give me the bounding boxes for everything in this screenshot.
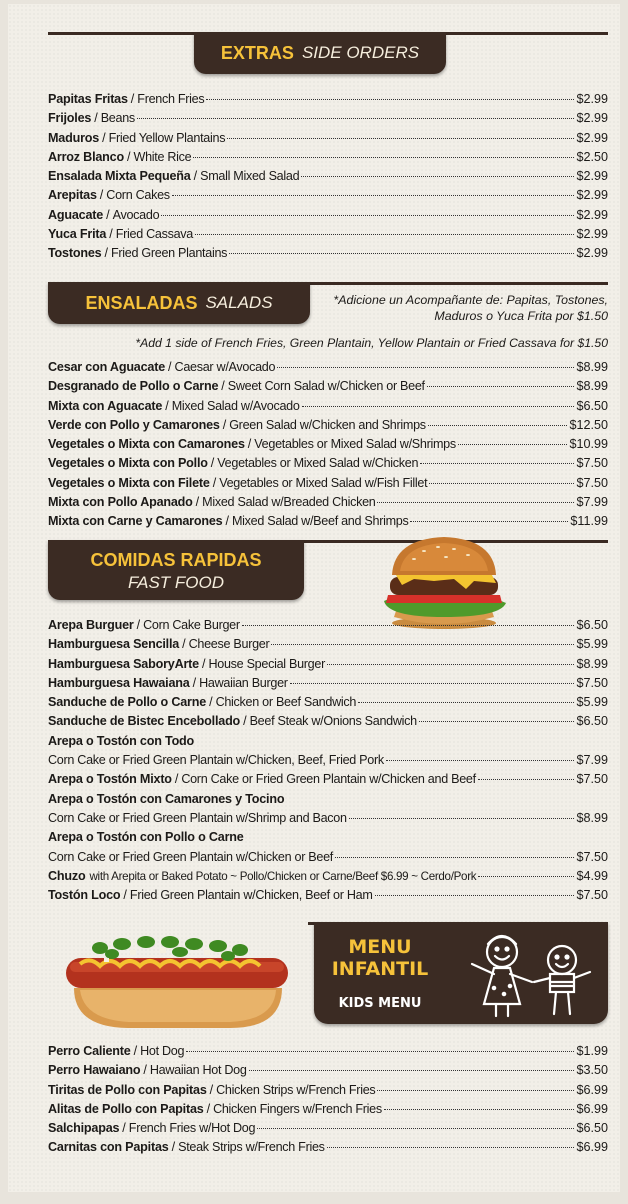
fastfood-banner — [48, 540, 304, 600]
menu-item-name: Arepa o Tostón con Pollo o Carne — [48, 830, 244, 845]
dot-leader — [386, 760, 575, 761]
menu-item-name: Frijoles — [48, 111, 92, 126]
separator: / — [209, 1082, 214, 1097]
menu-item-description: Mixed Salad w/Breaded Chicken — [202, 495, 376, 510]
menu-item-name: Tiritas de Pollo con Papitas — [48, 1082, 207, 1097]
menu-item-description: Fried Green Plantain w/Chicken, Beef or Ham — [129, 888, 373, 903]
dot-leader — [419, 721, 575, 722]
separator: / — [168, 360, 172, 374]
menu-item-row — [48, 1140, 608, 1159]
menu-item-description: Corn Cake or Fried Green Plantain w/Chicken or Beef — [48, 849, 333, 864]
menu-item-row — [48, 888, 608, 907]
separator: / — [126, 149, 131, 164]
dot-leader — [384, 1109, 575, 1110]
dot-leader — [161, 215, 574, 216]
menu-item-price: $7.50 — [576, 849, 608, 864]
menu-item-price: $2.99 — [576, 111, 608, 126]
extras-title: EXTRAS — [220, 42, 294, 63]
kids-drawing-icon — [464, 926, 598, 1020]
salads-note-es: *Adicione un Acompañante de: Papitas, Tostones, Maduros o Yuca Frita por $1.50 — [333, 293, 608, 323]
menu-item-name: Tostón Loco — [48, 888, 121, 903]
menu-item-name: Mixta con Pollo Apanado — [48, 495, 193, 510]
menu-item-description: Corn Cake or Fried Green Plantain w/Chicken and Beef — [181, 772, 476, 787]
dot-leader — [335, 857, 574, 858]
menu-item-price: $1.99 — [576, 1044, 608, 1058]
separator: / — [174, 772, 179, 787]
dot-leader — [358, 702, 574, 703]
menu-item-price: $7.50 — [576, 675, 608, 690]
fastfood-list — [48, 618, 608, 907]
menu-item-price: $4.99 — [576, 868, 608, 883]
dot-leader — [137, 118, 575, 119]
dot-leader — [377, 502, 574, 503]
menu-item-price: $7.50 — [576, 888, 608, 903]
kids-list — [48, 1044, 608, 1160]
menu-item-price: $6.50 — [576, 618, 608, 632]
menu-item-row — [48, 150, 608, 169]
menu-item-description: Corn Cake or Fried Green Plantain w/Shrimp and Bacon — [48, 810, 347, 825]
extras-banner — [194, 32, 446, 74]
separator: / — [193, 169, 198, 184]
menu-item-price: $6.50 — [576, 1121, 608, 1136]
menu-page — [8, 4, 620, 1192]
separator: / — [136, 618, 141, 632]
dot-leader — [349, 818, 575, 819]
menu-item-row — [48, 792, 608, 811]
dot-leader — [458, 444, 568, 445]
dot-leader — [478, 876, 574, 877]
menu-item-row — [48, 495, 608, 514]
dot-leader — [429, 483, 574, 484]
menu-item-price: $7.50 — [576, 475, 608, 490]
separator: / — [99, 188, 104, 203]
dot-leader — [377, 1090, 574, 1091]
menu-item-row — [48, 830, 608, 849]
menu-item-row — [48, 1121, 608, 1140]
menu-item-price: $2.99 — [576, 207, 608, 222]
menu-item-price: $6.99 — [576, 1082, 608, 1097]
dot-leader — [375, 895, 575, 896]
dot-leader — [327, 1147, 575, 1148]
separator: / — [222, 417, 227, 432]
menu-item-price: $2.99 — [576, 92, 608, 106]
menu-item-row — [48, 360, 608, 379]
menu-item-description: Chicken Strips w/French Fries — [216, 1082, 376, 1097]
extras-subtitle: SIDE ORDERS — [301, 43, 420, 62]
separator: / — [130, 92, 135, 106]
menu-item-price: $2.50 — [576, 149, 608, 164]
kids-title: MENU INFANTIL — [331, 936, 429, 980]
menu-item-row — [48, 514, 608, 533]
dot-leader — [249, 1070, 575, 1071]
menu-item-name: Carnitas con Papitas — [48, 1140, 169, 1155]
menu-item-description: Beef Steak w/Onions Sandwich — [249, 714, 417, 729]
menu-item-price: $2.99 — [576, 227, 608, 242]
dot-leader — [290, 683, 575, 684]
menu-item-price: $7.50 — [576, 772, 608, 787]
menu-item-description: House Special Burger — [208, 656, 325, 671]
menu-item-row — [48, 772, 608, 791]
separator: / — [221, 379, 225, 394]
dot-leader — [172, 195, 575, 196]
menu-item-description: Mixed Salad w/Beef and Shrimps — [231, 514, 409, 529]
menu-item-description: Hawaiian Burger — [199, 675, 288, 690]
extras-list — [48, 92, 608, 266]
dot-leader — [420, 463, 574, 464]
separator: / — [165, 398, 169, 413]
menu-item-name: Tostones — [48, 246, 102, 261]
menu-item-description: Caesar w/Avocado — [174, 360, 276, 374]
menu-item-row — [48, 676, 608, 695]
separator: / — [212, 475, 217, 490]
menu-item-description: Corn Cakes — [106, 188, 170, 203]
menu-item-name: Arepa o Tostón con Todo — [48, 733, 195, 748]
menu-item-price: $8.99 — [576, 379, 608, 394]
salads-list — [48, 360, 608, 534]
separator: / — [192, 675, 197, 690]
menu-item-row — [48, 379, 608, 398]
fastfood-subtitle: FAST FOOD — [127, 573, 224, 592]
menu-item-row — [48, 169, 608, 188]
dot-leader — [301, 176, 574, 177]
menu-item-price: $2.99 — [576, 188, 608, 203]
menu-item-price: $7.99 — [576, 753, 608, 768]
menu-item-description: Vegetables or Mixed Salad w/Fish Fillet — [219, 475, 428, 490]
menu-item-name: Aguacate — [48, 207, 104, 222]
separator: / — [225, 514, 229, 529]
menu-item-price: $10.99 — [569, 437, 608, 452]
menu-item-description: Hawaiian Hot Dog — [149, 1063, 247, 1078]
menu-item-row — [48, 753, 608, 772]
menu-item-row — [48, 131, 608, 150]
separator: / — [133, 1044, 138, 1058]
menu-item-price: $6.99 — [576, 1101, 608, 1116]
burger-image — [374, 531, 514, 631]
dot-leader — [186, 1051, 574, 1052]
menu-item-description: Small Mixed Salad — [200, 169, 300, 184]
menu-item-name: Ensalada Mixta Pequeña — [48, 169, 191, 184]
menu-item-name: Arepitas — [48, 188, 97, 203]
menu-item-row — [48, 456, 608, 475]
menu-item-name: Vegetales o Mixta con Pollo — [48, 456, 208, 471]
menu-item-name: Verde con Pollo y Camarones — [48, 417, 220, 432]
menu-item-name: Hamburguesa Hawaiana — [48, 675, 190, 690]
separator: / — [123, 888, 127, 903]
separator: / — [94, 111, 98, 126]
menu-item-price: $8.99 — [576, 810, 608, 825]
menu-item-price: $3.50 — [576, 1063, 608, 1078]
menu-item-row — [48, 714, 608, 733]
dot-leader — [242, 625, 575, 626]
menu-item-name: Yuca Frita — [48, 227, 107, 242]
menu-item-description: Hot Dog — [140, 1044, 185, 1058]
dot-leader — [478, 779, 575, 780]
menu-item-row — [48, 208, 608, 227]
menu-item-name: Arepa Burguer — [48, 618, 134, 632]
menu-item-description: Beans — [100, 111, 135, 126]
menu-item-price: $6.50 — [576, 714, 608, 729]
menu-item-row — [48, 734, 608, 753]
menu-item-row — [48, 418, 608, 437]
separator: / — [210, 456, 215, 471]
menu-item-name: Papitas Fritas — [48, 92, 128, 106]
menu-item-name: Desgranado de Pollo o Carne — [48, 379, 219, 394]
separator: / — [109, 227, 113, 242]
dot-leader — [302, 406, 575, 407]
menu-item-description: Avocado — [112, 207, 160, 222]
menu-item-name: Sanduche de Pollo o Carne — [48, 695, 207, 710]
menu-item-row — [48, 92, 608, 111]
menu-item-description: Corn Cake or Fried Green Plantain w/Chicken, Beef, Fried Pork — [48, 753, 384, 768]
menu-item-price: $2.99 — [576, 169, 608, 184]
menu-item-row — [48, 695, 608, 714]
menu-item-description: French Fries w/Hot Dog — [128, 1121, 256, 1136]
salads-subtitle: SALADS — [205, 293, 273, 312]
menu-item-row — [48, 399, 608, 418]
menu-item-description: Green Salad w/Chicken and Shrimps — [229, 417, 426, 432]
menu-item-description: Chicken or Beef Sandwich — [215, 695, 357, 710]
dot-leader — [227, 138, 574, 139]
dot-leader — [229, 253, 574, 254]
menu-item-description: with Arepita or Baked Potato ~ Pollo/Chicken or Carne/Beef $6.99 ~ Cerdo/Pork — [89, 869, 477, 883]
separator: / — [182, 637, 186, 652]
separator: / — [201, 656, 206, 671]
menu-item-description: Vegetables or Mixed Salad w/Chicken — [217, 456, 419, 471]
dot-leader — [206, 99, 574, 100]
dot-leader — [427, 386, 575, 387]
menu-item-row — [48, 1063, 608, 1082]
menu-item-row — [48, 437, 608, 456]
menu-item-description: Chicken Fingers w/French Fries — [213, 1101, 382, 1116]
menu-item-name: Vegetales o Mixta con Camarones — [48, 437, 245, 452]
dot-leader — [193, 157, 574, 158]
menu-item-price: $12.50 — [569, 417, 608, 432]
salads-banner — [48, 282, 310, 324]
menu-item-description: Fried Green Plantains — [110, 246, 228, 261]
menu-item-name: Alitas de Pollo con Papitas — [48, 1101, 204, 1116]
separator: / — [122, 1121, 126, 1136]
menu-item-price: $5.99 — [576, 695, 608, 710]
separator: / — [104, 246, 108, 261]
separator: / — [209, 695, 213, 710]
menu-item-description: Steak Strips w/French Fries — [178, 1140, 325, 1155]
menu-item-name: Sanduche de Bistec Encebollado — [48, 714, 241, 729]
menu-item-row — [48, 1083, 608, 1102]
separator: / — [106, 207, 110, 222]
menu-item-description: French Fries — [137, 92, 205, 106]
menu-item-description: Cheese Burger — [188, 637, 270, 652]
menu-item-price: $8.99 — [576, 656, 608, 671]
menu-item-row — [48, 246, 608, 265]
dot-leader — [327, 664, 575, 665]
menu-item-name: Arepa o Tostón Mixto — [48, 772, 172, 787]
menu-item-description: Fried Cassava — [115, 227, 193, 242]
menu-item-description: Mixed Salad w/Avocado — [171, 398, 300, 413]
menu-item-row — [48, 476, 608, 495]
menu-item-name: Mixta con Aguacate — [48, 398, 163, 413]
menu-item-description: Sweet Corn Salad w/Chicken or Beef — [227, 379, 425, 394]
separator: / — [171, 1140, 176, 1155]
separator: / — [102, 130, 106, 145]
dot-leader — [410, 521, 568, 522]
menu-item-name: Vegetales o Mixta con Filete — [48, 475, 210, 490]
salads-title: ENSALADAS — [85, 292, 198, 313]
menu-item-name: Hamburguesa Sencilla — [48, 637, 180, 652]
separator: / — [206, 1101, 211, 1116]
menu-item-row — [48, 811, 608, 830]
menu-item-price: $6.99 — [576, 1140, 608, 1155]
kids-subtitle: KIDS MENU — [338, 996, 422, 1011]
menu-item-row — [48, 227, 608, 246]
menu-item-price: $2.99 — [576, 130, 608, 145]
kids-banner — [314, 922, 608, 1024]
menu-item-row — [48, 1102, 608, 1121]
separator: / — [143, 1063, 147, 1078]
menu-item-description: White Rice — [133, 149, 192, 164]
salads-note-en: *Add 1 side of French Fries, Green Plantain, Yellow Plantain or Fried Cassava for $1.50 — [135, 336, 608, 350]
menu-item-name: Maduros — [48, 130, 100, 145]
menu-item-row — [48, 850, 608, 869]
menu-item-name: Arepa o Tostón con Camarones y Tocino — [48, 791, 285, 806]
menu-item-name: Arroz Blanco — [48, 149, 124, 164]
dot-leader — [257, 1128, 574, 1129]
dot-leader — [277, 367, 574, 368]
menu-item-price: $6.50 — [576, 398, 608, 413]
menu-item-name: Salchipapas — [48, 1121, 120, 1136]
menu-item-price: $7.99 — [576, 495, 608, 510]
menu-item-name: Cesar con Aguacate — [48, 360, 166, 374]
menu-item-row — [48, 1044, 608, 1063]
menu-item-price: $11.99 — [570, 514, 608, 529]
menu-item-row — [48, 618, 608, 637]
menu-item-row — [48, 188, 608, 207]
menu-item-name: Mixta con Carne y Camarones — [48, 514, 223, 529]
menu-item-row — [48, 637, 608, 656]
menu-item-row — [48, 111, 608, 130]
menu-item-description: Vegetables or Mixed Salad w/Shrimps — [254, 437, 456, 452]
dot-leader — [195, 234, 574, 235]
menu-item-name: Perro Caliente — [48, 1044, 131, 1058]
menu-item-description: Fried Yellow Plantains — [108, 130, 226, 145]
menu-item-name: Perro Hawaiano — [48, 1063, 141, 1078]
separator: / — [243, 714, 247, 729]
separator: / — [195, 495, 200, 510]
dot-leader — [428, 425, 568, 426]
menu-item-row — [48, 869, 608, 888]
menu-item-price: $7.50 — [576, 456, 608, 471]
fastfood-title: COMIDAS RAPIDAS — [90, 550, 262, 570]
menu-item-name: Hamburguesa SaboryArte — [48, 656, 199, 671]
menu-item-price: $2.99 — [576, 246, 608, 261]
menu-item-price: $8.99 — [576, 360, 608, 374]
menu-item-name: Chuzo — [48, 868, 86, 883]
menu-item-row — [48, 657, 608, 676]
menu-item-description: Corn Cake Burger — [143, 618, 240, 632]
dot-leader — [271, 644, 574, 645]
separator: / — [247, 437, 252, 452]
hotdog-image — [60, 928, 290, 1032]
menu-item-price: $5.99 — [576, 637, 608, 652]
